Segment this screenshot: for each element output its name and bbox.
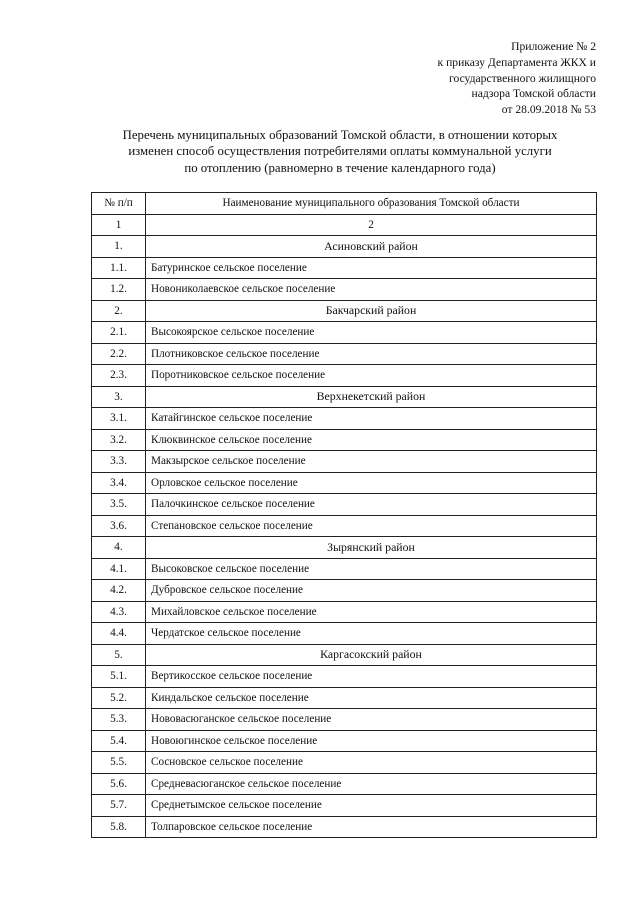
settlement-row xyxy=(92,816,597,838)
settlement-row xyxy=(92,257,597,279)
row-number: 3.3. xyxy=(92,451,146,473)
district-name: Каргасокский район xyxy=(146,644,597,666)
district-name: Верхнекетский район xyxy=(146,386,597,408)
district-row xyxy=(92,386,597,408)
settlement-name: Михайловское сельское поселение xyxy=(146,601,597,623)
row-number: 3.2. xyxy=(92,429,146,451)
settlement-name: Сосновское сельское поселение xyxy=(146,752,597,774)
row-number: 3. xyxy=(92,386,146,408)
row-number: 4.4. xyxy=(92,623,146,645)
settlement-name: Киндальское сельское поселение xyxy=(146,687,597,709)
row-number: 2. xyxy=(92,300,146,322)
row-number: 1.1. xyxy=(92,257,146,279)
settlement-row xyxy=(92,666,597,688)
column-number-2: 2 xyxy=(146,214,597,236)
district-name: Асиновский район xyxy=(146,236,597,258)
settlement-row xyxy=(92,623,597,645)
settlement-name: Степановское сельское поселение xyxy=(146,515,597,537)
appendix-header xyxy=(296,39,596,118)
settlement-row xyxy=(92,343,597,365)
settlement-row xyxy=(92,429,597,451)
row-number: 2.2. xyxy=(92,343,146,365)
row-number: 3.5. xyxy=(92,494,146,516)
row-number: 5.4. xyxy=(92,730,146,752)
district-row xyxy=(92,537,597,559)
settlement-name: Чердатское сельское поселение xyxy=(146,623,597,645)
settlement-name: Плотниковское сельское поселение xyxy=(146,343,597,365)
row-number: 1. xyxy=(92,236,146,258)
settlement-name: Средневасюганское сельское поселение xyxy=(146,773,597,795)
row-number: 1.2. xyxy=(92,279,146,301)
settlement-row xyxy=(92,472,597,494)
settlement-row xyxy=(92,558,597,580)
settlement-row xyxy=(92,451,597,473)
settlement-name: Новониколаевское сельское поселение xyxy=(146,279,597,301)
row-number: 5.6. xyxy=(92,773,146,795)
row-number: 4.2. xyxy=(92,580,146,602)
settlement-name: Поротниковское сельское поселение xyxy=(146,365,597,387)
settlement-row xyxy=(92,515,597,537)
settlement-row xyxy=(92,730,597,752)
row-number: 3.4. xyxy=(92,472,146,494)
settlement-name: Среднетымское сельское поселение xyxy=(146,795,597,817)
column-number-row xyxy=(92,214,597,236)
settlement-name: Макзырское сельское поселение xyxy=(146,451,597,473)
settlement-name: Батуринское сельское поселение xyxy=(146,257,597,279)
appendix-line: надзора Томской области xyxy=(471,87,596,101)
settlement-row xyxy=(92,365,597,387)
district-row xyxy=(92,300,597,322)
row-number: 5.3. xyxy=(92,709,146,731)
row-number: 5.5. xyxy=(92,752,146,774)
document-title xyxy=(80,127,600,176)
settlement-row xyxy=(92,752,597,774)
table-body xyxy=(92,236,597,838)
district-row xyxy=(92,236,597,258)
settlement-row xyxy=(92,795,597,817)
settlement-row xyxy=(92,494,597,516)
appendix-line: государственного жилищного xyxy=(449,71,596,85)
settlement-row xyxy=(92,601,597,623)
municipalities-table xyxy=(91,192,597,838)
settlement-name: Толпаровское сельское поселение xyxy=(146,816,597,838)
row-number: 4. xyxy=(92,537,146,559)
row-number: 5.1. xyxy=(92,666,146,688)
settlement-row xyxy=(92,580,597,602)
settlement-row xyxy=(92,279,597,301)
settlement-row xyxy=(92,687,597,709)
row-number: 3.6. xyxy=(92,515,146,537)
row-number: 5.7. xyxy=(92,795,146,817)
settlement-row xyxy=(92,773,597,795)
appendix-line: Приложение № 2 xyxy=(511,40,596,53)
settlement-name: Высокоярское сельское поселение xyxy=(146,322,597,344)
district-row xyxy=(92,644,597,666)
settlement-name: Палочкинское сельское поселение xyxy=(146,494,597,516)
table-header-row xyxy=(92,193,597,215)
settlement-name: Высоковское сельское поселение xyxy=(146,558,597,580)
row-number: 2.1. xyxy=(92,322,146,344)
row-number: 5.8. xyxy=(92,816,146,838)
header-name: Наименование муниципального образования Томской области xyxy=(146,193,597,215)
appendix-line: от 28.09.2018 № 53 xyxy=(501,103,596,117)
district-name: Бакчарский район xyxy=(146,300,597,322)
header-num: № п/п xyxy=(92,193,146,215)
row-number: 4.3. xyxy=(92,601,146,623)
row-number: 5.2. xyxy=(92,687,146,709)
row-number: 4.1. xyxy=(92,558,146,580)
settlement-row xyxy=(92,322,597,344)
title-line: изменен способ осуществления потребителями оплаты коммунальной услуги xyxy=(128,144,552,159)
row-number: 2.3. xyxy=(92,365,146,387)
settlement-name: Нововасюганское сельское поселение xyxy=(146,709,597,731)
settlement-name: Дубровское сельское поселение xyxy=(146,580,597,602)
row-number: 5. xyxy=(92,644,146,666)
settlement-name: Орловское сельское поселение xyxy=(146,472,597,494)
settlement-row xyxy=(92,709,597,731)
row-number: 3.1. xyxy=(92,408,146,430)
appendix-line: к приказу Департамента ЖКХ и xyxy=(437,55,596,69)
settlement-name: Клюквинское сельское поселение xyxy=(146,429,597,451)
district-name: Зырянский район xyxy=(146,537,597,559)
settlement-name: Вертикосское сельское поселение xyxy=(146,666,597,688)
settlement-name: Новоюгинское сельское поселение xyxy=(146,730,597,752)
settlement-name: Катайгинское сельское поселение xyxy=(146,408,597,430)
column-number-1: 1 xyxy=(92,214,146,236)
settlement-row xyxy=(92,408,597,430)
title-line: по отоплению (равномерно в течение календарного года) xyxy=(184,160,496,175)
title-line: Перечень муниципальных образований Томской области, в отношении которых xyxy=(122,128,558,142)
